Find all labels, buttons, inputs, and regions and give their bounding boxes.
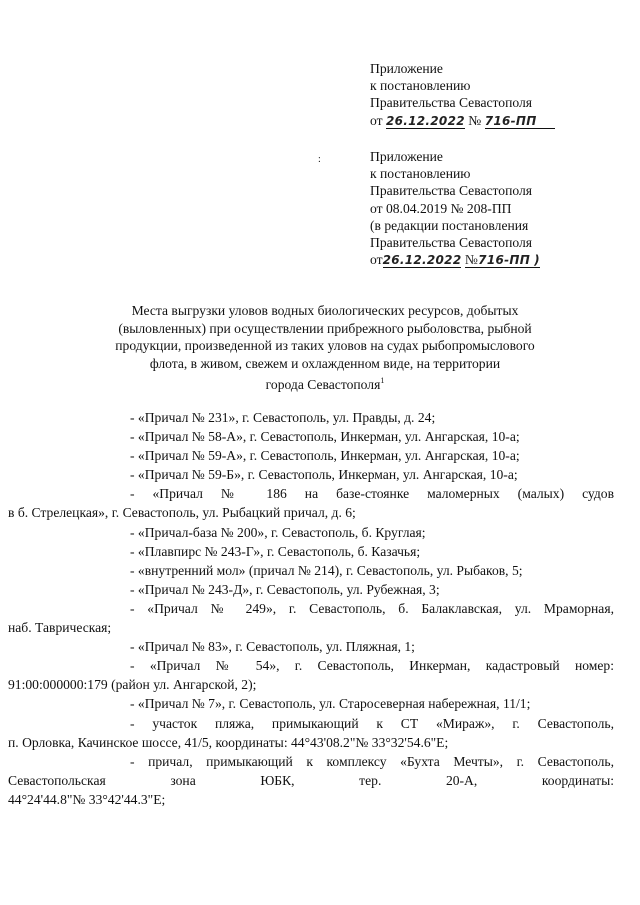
stray-mark: : [318, 154, 321, 165]
number-prefix: № [464, 252, 479, 268]
date-prefix: от [370, 112, 383, 128]
appendix-date-line [370, 112, 555, 129]
handwritten-date: 26.12.2022 [385, 113, 465, 128]
list-item [8, 752, 614, 809]
list-item [108, 523, 614, 542]
date-prefix: от [370, 252, 383, 268]
appendix-line: (в редакции постановления [370, 217, 529, 233]
appendix-line: Правительства Севастополя [370, 95, 533, 111]
list-item [108, 446, 614, 465]
list-item-line: - «Причал № 59-Б», г. Севастополь, Инкерман, ул. Ангарская, 10-а; [130, 467, 518, 483]
list-item-line: Севастопольская зона ЮБК, тер. 20-А, координаты: [8, 772, 614, 788]
appendix-date-line [370, 251, 540, 268]
appendix-line: Приложение [370, 61, 443, 76]
list-item [108, 427, 614, 446]
list-item [8, 484, 614, 522]
list-item-line: - «Причал № 231», г. Севастополь, ул. Правды, д. 24; [130, 410, 436, 425]
title-last: города Севастополя [265, 377, 381, 393]
list-item-line: - «Плавпирс № 243-Г», г. Севастополь, б. Казачья; [130, 543, 421, 559]
appendix-current-block [370, 60, 555, 129]
appendix-line: Правительства Севастополя [370, 235, 533, 251]
appendix-line: Приложение [370, 149, 443, 164]
appendix-line: к постановлению [370, 78, 471, 94]
handwritten-date: 26.12.2022 [382, 253, 462, 268]
handwritten-number: 716-ПП [485, 114, 555, 129]
list-item-line: - «Причал № 54», г. Севастополь, Инкерман, кадастровый номер: [130, 658, 614, 674]
document-title [100, 302, 550, 394]
list-item-line: - «Причал № 59-А», г. Севастополь, Инкерман, ул. Ангарская, 10-а; [130, 448, 520, 464]
appendix-line: от 08.04.2019 № 208-ПП [370, 200, 512, 216]
list-item [8, 714, 614, 752]
list-item [108, 408, 614, 427]
list-item-line: - «Причал № 243-Д», г. Севастополь, ул. Рубежная, 3; [130, 581, 440, 597]
title-line: флота, в живом, свежем и охлажденном виде, на территории [149, 355, 501, 371]
list-item-line: в б. Стрелецкая», г. Севастополь, ул. Рыбацкий причал, д. 6; [8, 505, 356, 521]
list-item-line: 91:00:000000:179 (район ул. Ангарской, 2); [8, 677, 257, 693]
list-item-line: 44°24'44.8"№ 33°42'44.3"Е; [8, 791, 166, 807]
list-item [8, 656, 614, 694]
list-item-line: - «Причал № 249», г. Севастополь, б. Балаклавская, ул. Мраморная, [130, 600, 614, 616]
handwritten-number: 716-ПП [478, 253, 531, 268]
list-item-line: - «внутренний мол» (причал № 214), г. Севастополь, ул. Рыбаков, 5; [130, 562, 523, 578]
title-line [100, 372, 550, 394]
list-item [108, 580, 614, 599]
list-item-line: - «Причал № 58-А», г. Севастополь, Инкерман, ул. Ангарская, 10-а; [130, 429, 520, 445]
list-item [108, 561, 614, 580]
title-line: продукции, произведенной из таких уловов на судах рыбопромыслового [115, 338, 535, 354]
number-prefix: № [468, 112, 482, 128]
list-item-line: - причал, примыкающий к комплексу «Бухта Мечты», г. Севастополь, [130, 753, 614, 769]
list-item-line: - участок пляжа, примыкающий к СТ «Мираж», г. Севастополь, [130, 715, 614, 731]
list-item [108, 465, 614, 484]
appendix-line: Правительства Севастополя [370, 183, 533, 199]
list-item [108, 542, 614, 561]
title-line: (выловленных) при осуществлении прибрежного рыболовства, рыбной [118, 320, 532, 336]
handwritten-number-wrap [465, 253, 540, 268]
footnote-marker: 1 [380, 376, 385, 386]
list-item-line: - «Причал № 83», г. Севастополь, ул. Пляжная, 1; [130, 639, 415, 655]
list-item [108, 694, 614, 713]
list-item [108, 637, 614, 656]
list-item [8, 599, 614, 637]
closing-paren: ) [534, 253, 540, 268]
appendix-original-block [370, 148, 540, 268]
landing-places-list [8, 408, 614, 809]
list-item-line: - «Причал № 7», г. Севастополь, ул. Старосеверная набережная, 11/1; [130, 696, 531, 712]
title-line: Места выгрузки уловов водных биологических ресурсов, добытых [131, 303, 519, 318]
list-item-line: наб. Таврическая; [8, 620, 112, 636]
list-item-line: п. Орловка, Качинское шоссе, 41/5, координаты: 44°43'08.2"№ 33°32'54.6"Е; [8, 734, 449, 750]
list-item-line: - «Причал № 186 на базе-стоянке маломерных (малых) судов [130, 486, 614, 502]
appendix-line: к постановлению [370, 166, 471, 182]
list-item-line: - «Причал-база № 200», г. Севастополь, б. Круглая; [130, 524, 426, 540]
